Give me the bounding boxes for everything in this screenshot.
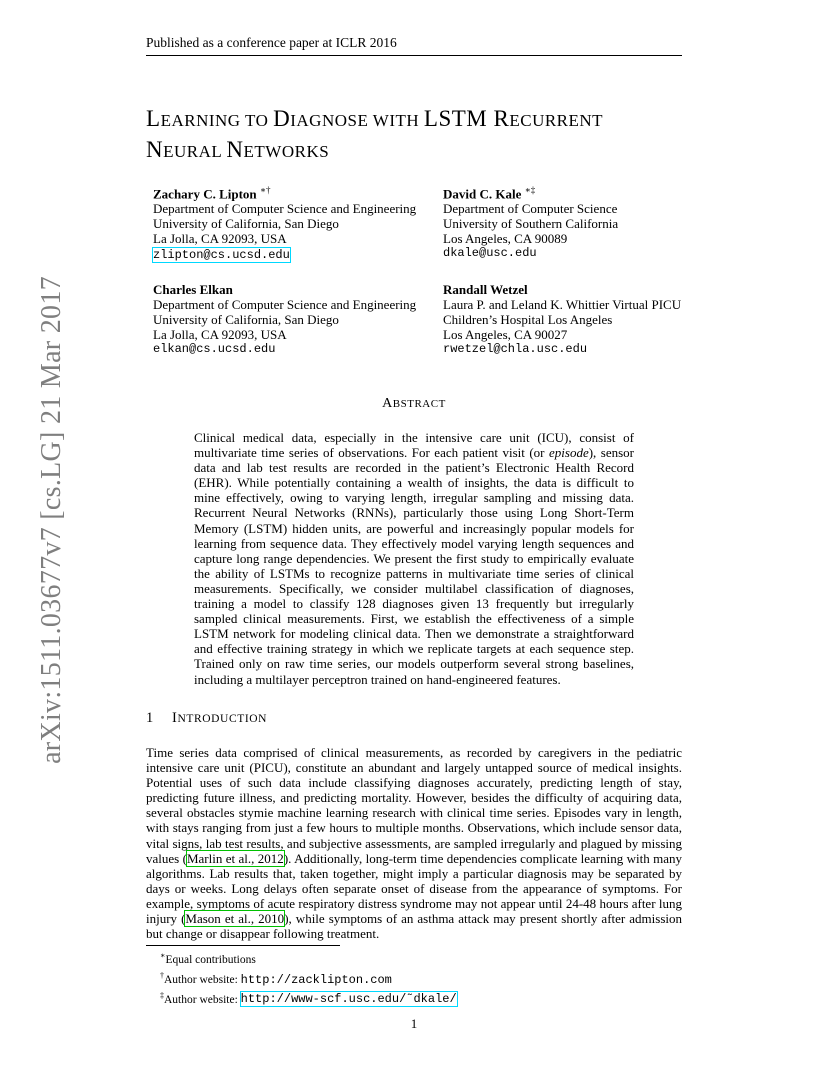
abstract-text: Clinical medical data, especially in the intensive care unit (ICU), consist of multivariate time series of observations. For each patient visit (or episode), sensor data and lab test results are recorded in the patient’s Electronic Health Record (EHR). While potentially containing a wealth of insights, the data is difficult to mine effectively, owing to varying length, irregular sampling and missing data. Recurrent Neural Networks (RNNs), particularly those using Long Short-Term Memory (LSTM) hidden units, are powerful and increasingly popular models for learning from sequence data. They effectively model varying length sequences and capture long range dependencies. We present the first study to empirically evaluate the ability of LSTMs to recognize patterns in multivariate time series of clinical measurements. Specifically, we consider multilabel classification of diagnoses, training a model to classify 128 diagnoses given 13 frequently but irregularly sampled clinical measurements. First, we establish the effectiveness of a simple LSTM network for modeling clinical data. Then we demonstrate a straightforward and effective training strategy in which we replicate targets at each sequence step. Trained only on raw time series, our models outperform several strong baselines, including a multilayer perceptron trained on hand-engineered features. — [194, 430, 635, 687]
arxiv-stamp — [36, 276, 96, 764]
author-block — [443, 282, 743, 357]
author-affiliation: La Jolla, CA 92093, USA — [153, 327, 287, 342]
paper-title — [146, 104, 706, 166]
introduction-paragraph: Time series data comprised of clinical measurements, as recorded by caregivers in the pediatric intensive care unit (PICU), constitute an abundant and largely untapped source of medical insights. Potential uses of such data include classifying diagnoses accurately, predicting length of stay, predicting future illness, and predicting mortality. However, besides the difficulty of acquiring data, several obstacles stymie machine learning research with clinical time series. Episodes vary in length, with stays ranging from just a few hours to multiple months. Observations, which include sensor data, vital signs, lab test results, and subjective assessments, are sampled irregularly and plagued by missing values (Marlin et al., 2012). Additionally, long-term time dependencies complicate learning with many algorithms. Lab results that, taken together, might imply a particular diagnosis may be separated by days or weeks. Long delays often separate onset of disease from the appearance of symptoms. For example, symptoms of acute respiratory distress syndrome may not appear until 24-48 hours after lung injury (Mason et al., 2010), while symptoms of an asthma attack may present shortly after admission but change or disappear following treatment. — [146, 745, 683, 942]
author-affiliation: Department of Computer Science — [443, 201, 618, 217]
author-name: David C. Kale ∗‡ — [443, 185, 536, 202]
footnote-link[interactable]: http://www-scf.usc.edu/˜dkale/ — [240, 992, 457, 1007]
author-affiliation: Department of Computer Science and Engineering — [153, 297, 417, 312]
arxiv-stamp-text: arXiv:1511.03677v7 [cs.LG] 21 Mar 2017 — [36, 276, 67, 764]
author-email-link[interactable]: zlipton@cs.ucsd.edu — [153, 248, 290, 263]
citation-link[interactable]: Marlin et al., 2012 — [186, 850, 284, 866]
author-affiliation: University of California, San Diego — [153, 312, 339, 327]
author-email: rwetzel@chla.usc.edu — [443, 342, 588, 356]
author-block — [153, 183, 453, 263]
footnotes — [160, 948, 680, 1007]
author-name: Charles Elkan — [153, 282, 233, 297]
author-affiliation: La Jolla, CA 92093, USA — [153, 231, 287, 247]
running-header: Published as a conference paper at ICLR 2016 — [146, 34, 682, 56]
author-affiliation: Children’s Hospital Los Angeles — [443, 312, 613, 327]
title-line-1: LEARNING TO DIAGNOSE WITH LSTM RECURRENT — [146, 106, 604, 131]
author-affiliation: Department of Computer Science and Engineering — [153, 201, 417, 217]
author-email: dkale@usc.edu — [443, 246, 537, 261]
footnote: ‡Author website: http://www-scf.usc.edu/˜dkale/ — [160, 990, 457, 1007]
author-affiliation: Laura P. and Leland K. Whittier Virtual PICU — [443, 297, 682, 312]
title-line-2: NEURAL NETWORKS — [146, 137, 330, 162]
footnote-rule — [146, 945, 340, 946]
author-affiliation: University of Southern California — [443, 216, 619, 232]
footnote-link[interactable]: http://zacklipton.com — [240, 972, 392, 987]
author-name: Randall Wetzel — [443, 282, 528, 297]
author-block — [153, 282, 453, 357]
section-heading: 1 INTRODUCTION — [146, 710, 268, 726]
author-email: elkan@cs.ucsd.edu — [153, 342, 276, 356]
author-affiliation: University of California, San Diego — [153, 216, 339, 232]
author-name: Zachary C. Lipton ∗† — [153, 185, 271, 202]
page-number: 1 — [410, 1016, 418, 1031]
footnote: †Author website: http://zacklipton.com — [160, 970, 392, 987]
footnote: ∗Equal contributions — [160, 951, 256, 966]
abstract-heading: ABSTRACT — [382, 396, 446, 411]
author-affiliation: Los Angeles, CA 90089 — [443, 231, 568, 247]
citation-link[interactable]: Mason et al., 2010 — [185, 911, 285, 927]
author-affiliation: Los Angeles, CA 90027 — [443, 327, 568, 342]
author-block — [443, 183, 743, 261]
